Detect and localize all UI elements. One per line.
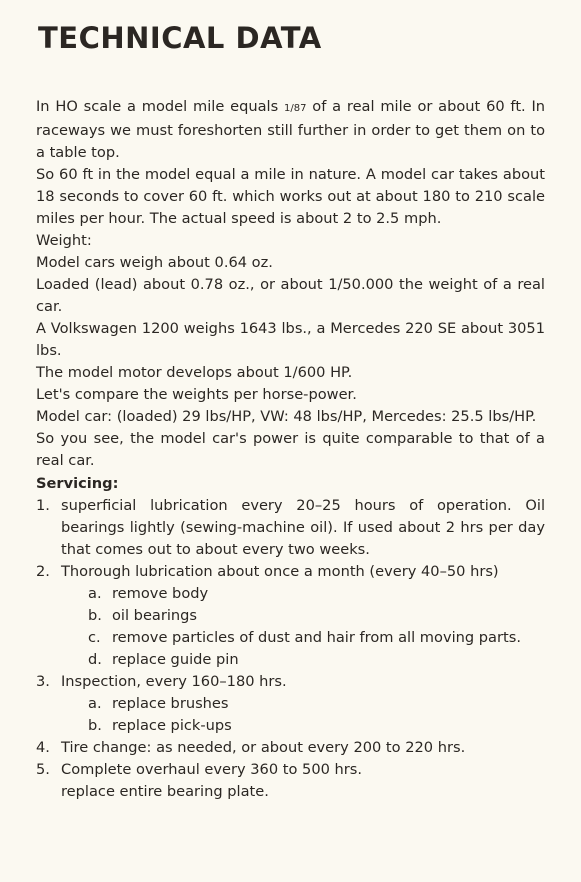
item-number: 5. bbox=[36, 761, 50, 778]
sub-letter: b. bbox=[88, 717, 102, 734]
sub-item bbox=[61, 583, 545, 605]
sub-letter: a. bbox=[88, 695, 102, 712]
weight-line-7: So you see, the model car's power is quite comparable to that of a real car. bbox=[36, 430, 545, 469]
service-item-2 bbox=[36, 561, 545, 671]
service-item-5 bbox=[36, 759, 545, 803]
item-number: 3. bbox=[36, 673, 50, 690]
weight-line-3: A Volkswagen 1200 weighs 1643 lbs., a Mercedes 220 SE about 3051 lbs. bbox=[36, 320, 545, 359]
weight-line-2: Loaded (lead) about 0.78 oz., or about 1/50.000 the weight of a real car. bbox=[36, 276, 545, 315]
sub-item bbox=[61, 627, 545, 649]
sub-item bbox=[61, 693, 545, 715]
service-item-4 bbox=[36, 737, 545, 759]
scale-fraction: 1/87 bbox=[284, 103, 307, 114]
weight-line-5: Let's compare the weights per horse-power. bbox=[36, 386, 357, 403]
weight-label: Weight: bbox=[36, 232, 92, 249]
sub-item bbox=[61, 605, 545, 627]
scale-text-end: of a real mile or about 60 ft. In raceways we must foreshorten still further in order to get them on to a table top. bbox=[36, 98, 546, 161]
item-text: Thorough lubrication about once a month (every 40–50 hrs) bbox=[61, 563, 499, 580]
servicing-heading: Servicing: bbox=[36, 475, 119, 492]
weight-line-4: The model motor develops about 1/600 HP. bbox=[36, 364, 353, 381]
service-item-3 bbox=[36, 671, 545, 737]
weight-line-1: Model cars weigh about 0.64 oz. bbox=[36, 254, 273, 271]
item-text: Inspection, every 160–180 hrs. bbox=[61, 673, 287, 690]
sub-letter: d. bbox=[88, 651, 102, 668]
servicing-list bbox=[36, 495, 545, 803]
sub-text: remove body bbox=[112, 585, 209, 602]
item-number: 1. bbox=[36, 497, 50, 514]
sub-item bbox=[61, 715, 545, 737]
sub-letter: c. bbox=[88, 629, 101, 646]
item-number: 4. bbox=[36, 739, 50, 756]
sub-text: replace brushes bbox=[112, 695, 229, 712]
service-item-1 bbox=[36, 495, 545, 561]
item-text: Complete overhaul every 360 to 500 hrs. bbox=[61, 761, 363, 778]
page-title: TECHNICAL DATA bbox=[38, 21, 322, 55]
item-extra-text: replace entire bearing plate. bbox=[61, 783, 269, 800]
item-text: Tire change: as needed, or about every 200 to 220 hrs. bbox=[61, 739, 466, 756]
document-body bbox=[36, 96, 545, 803]
sub-text: replace pick-ups bbox=[112, 717, 232, 734]
scale-text-start: In HO scale a model mile equals bbox=[36, 98, 279, 115]
sub-item bbox=[61, 649, 545, 671]
sub-letter: b. bbox=[88, 607, 102, 624]
item-text: superficial lubrication every 20–25 hours of operation. Oil bearings lightly (sewing-machine oil). If used about 2 hrs per day that comes out to about every two weeks. bbox=[61, 497, 545, 558]
sub-text: replace guide pin bbox=[112, 651, 239, 668]
scale-paragraph bbox=[36, 96, 545, 164]
sub-letter: a. bbox=[88, 585, 102, 602]
sub-text: remove particles of dust and hair from all moving parts. bbox=[112, 629, 521, 646]
sub-text: oil bearings bbox=[112, 607, 198, 624]
weight-line-6: Model car: (loaded) 29 lbs/HP, VW: 48 lbs/HP, Mercedes: 25.5 lbs/HP. bbox=[36, 408, 537, 425]
speed-paragraph: So 60 ft in the model equal a mile in nature. A model car takes about 18 seconds to cover 60 ft. which works out at about 180 to 210 scale miles per hour. The actual speed is about 2 to 2.5 mph. bbox=[36, 166, 545, 227]
item-number: 2. bbox=[36, 563, 50, 580]
